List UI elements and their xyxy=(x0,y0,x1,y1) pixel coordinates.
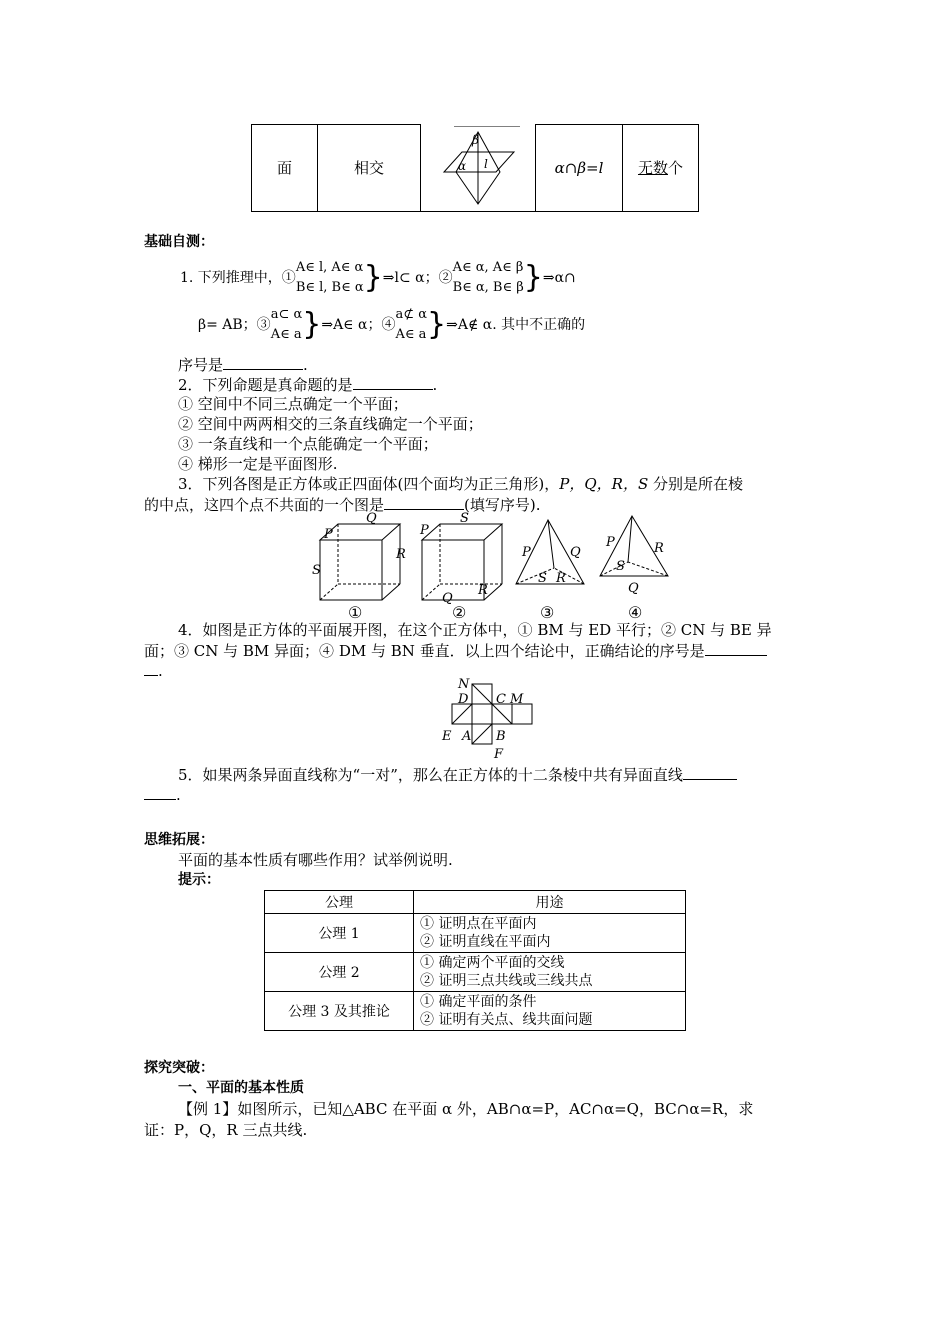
svg-text:F: F xyxy=(494,747,504,762)
cell-figure xyxy=(421,125,536,212)
q1-line1: 1. 下列推理中，①A∈ l, A∈ α B∈ l, B∈ α}⇒l⊂ α；②A∈ α, A∈ β B∈ α, B∈ β}⇒α∩ xyxy=(180,258,576,298)
q4-line3: . xyxy=(144,660,163,681)
q2-option: ① 空间中不同三点确定一个平面； xyxy=(178,395,408,413)
q2-option: ③ 一条直线和一个点能确定一个平面； xyxy=(178,435,438,453)
q4-net-figure xyxy=(440,676,550,762)
hint-label: 提示： xyxy=(178,872,220,888)
svg-text:④: ④ xyxy=(628,603,643,620)
svg-text:E: E xyxy=(442,729,452,744)
svg-text:M: M xyxy=(510,692,524,707)
svg-text:α: α xyxy=(458,158,467,173)
svg-text:Q: Q xyxy=(570,545,581,560)
svg-text:Q: Q xyxy=(366,512,377,526)
svg-text:S: S xyxy=(538,571,547,586)
q5-line1: 5．如果两条异面直线称为“一对”，那么在正方体的十二条棱中共有异面直线 xyxy=(178,764,737,785)
svg-text:R: R xyxy=(396,547,406,562)
q1-answer-line: 序号是 . xyxy=(178,356,308,374)
svg-text:P: P xyxy=(522,545,531,560)
svg-text:R: R xyxy=(478,583,488,598)
q4-line1: 4．如图是正方体的平面展开图，在这个正方体中，① BM 与 ED 平行；② CN 与 BE 异 xyxy=(178,621,772,639)
svg-text:B: B xyxy=(496,729,506,744)
q3-figure-4 xyxy=(592,512,682,620)
table-row: 公理 1 ① 证明点在平面内 ② 证明直线在平面内 xyxy=(265,914,686,953)
q1-stack1: A∈ l, A∈ α B∈ l, B∈ α xyxy=(295,260,364,295)
svg-text:N: N xyxy=(458,677,470,692)
table-row: 公理 3 及其推论 ① 确定平面的条件 ② 证明有关点、线共面问题 xyxy=(265,992,686,1031)
svg-text:P: P xyxy=(606,535,615,550)
svg-text:Q: Q xyxy=(628,581,639,596)
q3-figure-3 xyxy=(508,512,592,620)
q3-figure-2 xyxy=(412,512,512,620)
cell-formula: α∩β=l xyxy=(536,125,623,212)
svg-text:R: R xyxy=(556,571,566,586)
q4-line2: 面；③ CN 与 BM 异面；④ DM 与 BN 垂直．以上四个结论中，正确结论的序号是 xyxy=(144,640,767,661)
answer-blank[interactable] xyxy=(144,660,158,676)
q3-line2: 的中点，这四个点不共面的一个图是 (填写序号). xyxy=(144,496,541,514)
svg-text:l: l xyxy=(484,156,488,171)
example-line2: 证：P，Q，R 三点共线. xyxy=(144,1121,308,1139)
svg-text:D: D xyxy=(458,692,469,707)
svg-text:S: S xyxy=(312,563,321,578)
svg-text:β: β xyxy=(472,132,479,147)
answer-blank[interactable] xyxy=(705,640,767,656)
col-header-axiom: 公理 xyxy=(265,891,414,914)
q1-stack3: a⊂ α A∈ a xyxy=(270,307,303,342)
svg-text:S: S xyxy=(460,512,469,526)
q1-line2: β= AB；③a⊂ α A∈ a}⇒A∈ α；④a⊄ α A∈ a}⇒A∉ α. 其中不正确的 xyxy=(198,305,585,345)
section-heading-explore: 探究突破： xyxy=(144,1060,214,1076)
q2-option: ④ 梯形一定是平面图形. xyxy=(178,455,338,473)
svg-text:P: P xyxy=(324,527,333,542)
q3-figure-1 xyxy=(310,512,410,620)
axiom-table xyxy=(264,890,686,1031)
section-heading-self-test: 基础自测： xyxy=(144,234,214,250)
svg-text:Q: Q xyxy=(442,591,453,606)
answer-blank[interactable] xyxy=(353,374,433,390)
q1-stack4: a⊄ α A∈ a xyxy=(395,307,428,342)
svg-text:A: A xyxy=(462,729,472,744)
svg-text:②: ② xyxy=(452,603,467,620)
section-heading-extension: 思维拓展： xyxy=(144,832,214,848)
q2-stem: 2．下列命题是真命题的是 . xyxy=(178,376,438,394)
svg-text:③: ③ xyxy=(540,603,555,620)
answer-blank[interactable] xyxy=(144,784,176,800)
table-row: 公理 2 ① 确定两个平面的交线 ② 证明三点共线或三线共点 xyxy=(265,953,686,992)
intersecting-planes-figure xyxy=(436,126,520,206)
top-table xyxy=(251,124,699,212)
subsection-title: 一、平面的基本性质 xyxy=(178,1080,304,1096)
svg-text:S: S xyxy=(616,559,625,574)
answer-blank[interactable] xyxy=(384,494,464,510)
answer-blank[interactable] xyxy=(683,764,737,780)
q3-line1: 3．下列各图是正方体或正四面体(四个面均为正三角形)，P，Q，R，S 分别是所在棱 xyxy=(178,475,744,493)
svg-text:C: C xyxy=(496,692,506,707)
q5-line2: . xyxy=(144,784,181,805)
q1-stack2: A∈ α, A∈ β B∈ α, B∈ β xyxy=(452,260,524,295)
example-line1: 【例 1】如图所示，已知△ABC 在平面 α 外，AB∩α=P，AC∩α=Q，BC∩α=R，求 xyxy=(178,1100,754,1118)
extension-question: 平面的基本性质有哪些作用？试举例说明. xyxy=(178,851,453,869)
answer-blank[interactable] xyxy=(223,354,303,370)
svg-text:R: R xyxy=(654,541,664,556)
col-header-use: 用途 xyxy=(414,891,686,914)
cell-face: 面 xyxy=(252,125,318,212)
svg-text:P: P xyxy=(420,523,429,538)
svg-text:①: ① xyxy=(348,603,363,620)
cell-intersect: 相交 xyxy=(318,125,421,212)
q2-option: ② 空间中两两相交的三条直线确定一个平面； xyxy=(178,415,483,433)
cell-count: 无数个 xyxy=(623,125,699,212)
